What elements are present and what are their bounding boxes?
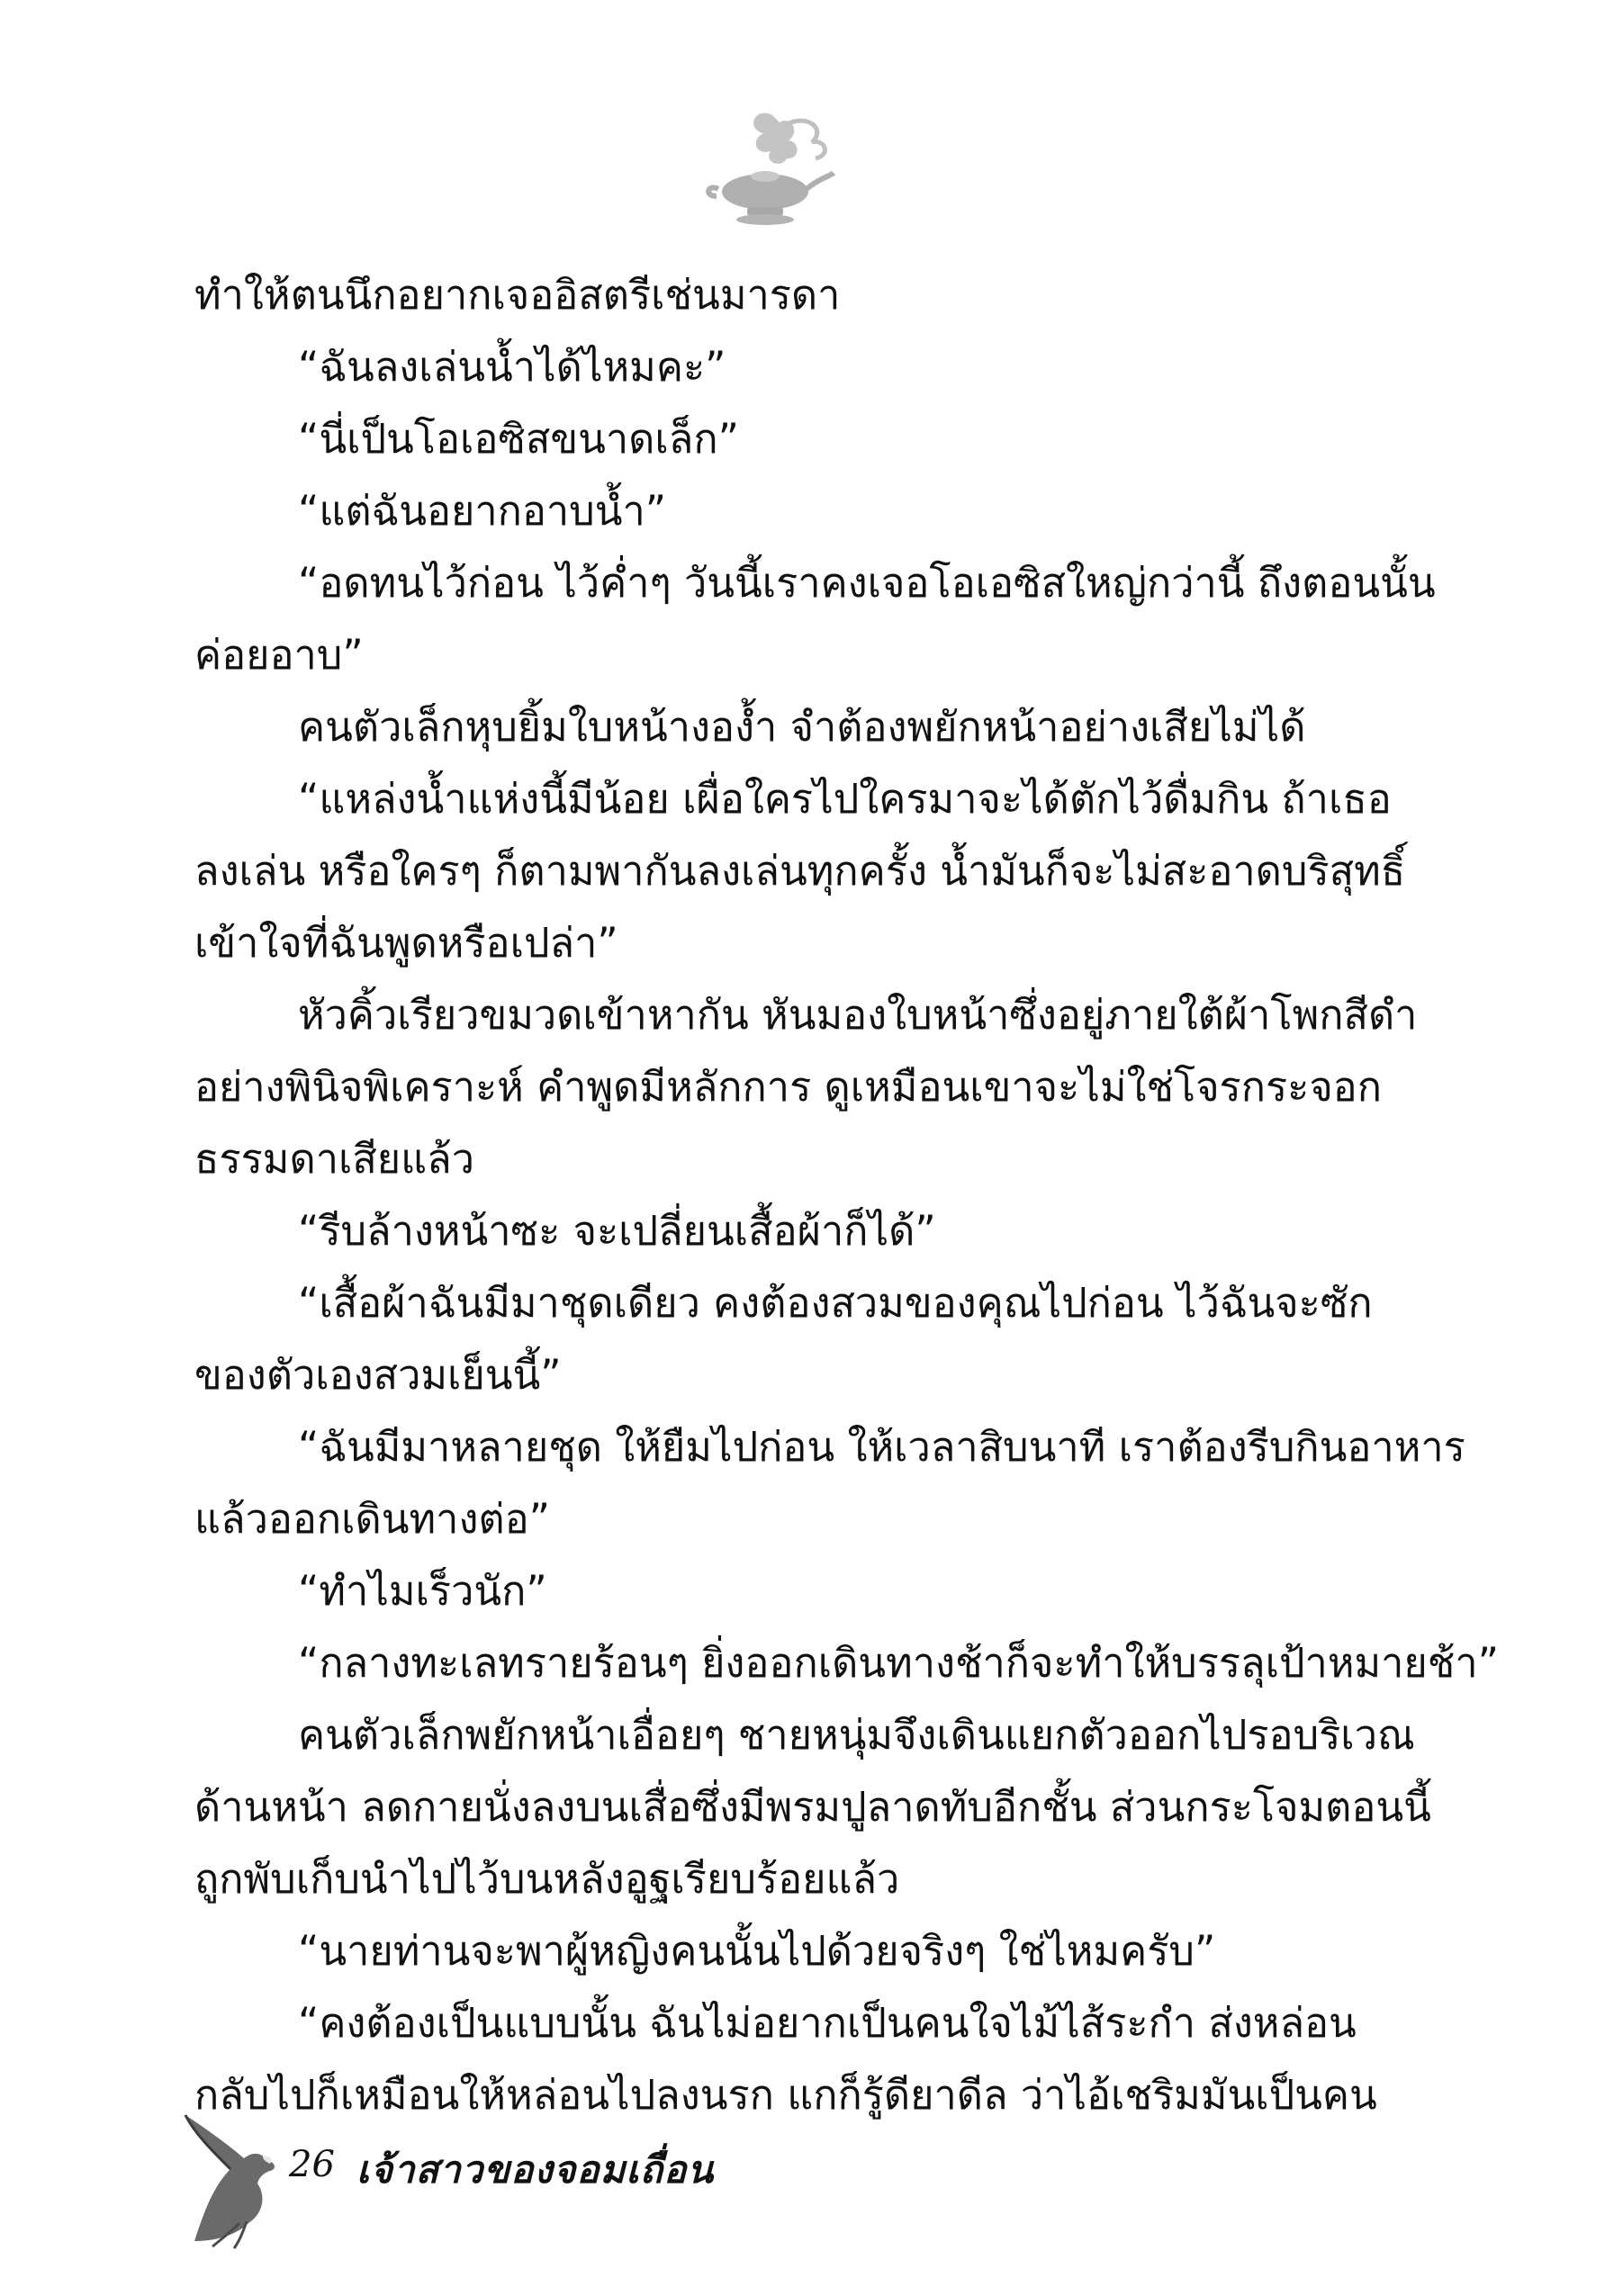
text-line: ทำให้ตนนึกอยากเจออิสตรีเช่นมารดา [194, 271, 841, 319]
text-line: “คงต้องเป็นแบบนั้น ฉันไม่อยากเป็นคนใจไม้ไส้ระกำ ส่งหล่อน [298, 1999, 1357, 2047]
book-title: เจ้าสาวของจอมเถื่อน [356, 2147, 715, 2192]
text-line: “อดทนไว้ก่อน ไว้ค่ำๆ วันนี้เราคงเจอโอเอซิสใหญ่กว่านี้ ถึงตอนนั้น [298, 559, 1436, 607]
page-footer [176, 2106, 897, 2259]
text-line: “ฉันมีมาหลายชุด ให้ยืมไปก่อน ให้เวลาสิบนาที เราต้องรีบกินอาหาร [298, 1423, 1465, 1471]
text-line: ธรรมดาเสียแล้ว [194, 1135, 475, 1183]
text-line: คนตัวเล็กพยักหน้าเอื่อยๆ ชายหนุ่มจึงเดินแยกตัวออกไปรอบริเวณ [298, 1711, 1415, 1759]
text-line: ถูกพับเก็บนำไปไว้บนหลังอูฐเรียบร้อยแล้ว [194, 1855, 900, 1903]
text-line: กลับไปก็เหมือนให้หล่อนไปลงนรก แกก็รู้ดียาดีล ว่าไอ้เชริมมันเป็นคน [194, 2071, 1377, 2119]
text-line: “ทำไมเร็วนัก” [298, 1567, 547, 1615]
text-line: “เสื้อผ้าฉันมีมาชุดเดียว คงต้องสวมของคุณไปก่อน ไว้ฉันจะซัก [298, 1279, 1373, 1327]
text-line: หัวคิ้วเรียวขมวดเข้าหากัน หันมองใบหน้าซึ่งอยู่ภายใต้ผ้าโพกสีดำ [298, 991, 1418, 1039]
text-line: “ฉันลงเล่นน้ำได้ไหมคะ” [298, 343, 726, 391]
text-line: เข้าใจที่ฉันพูดหรือเปล่า” [194, 919, 618, 967]
page-number: 26 [289, 2144, 335, 2185]
text-line: “แหล่งน้ำแห่งนี้มีน้อย เผื่อใครไปใครมาจะได้ตักไว้ดื่มกิน ถ้าเธอ [298, 775, 1392, 823]
text-line: ของตัวเองสวมเย็นนี้” [194, 1351, 562, 1399]
text-line: ลงเล่น หรือใครๆ ก็ตามพากันลงเล่นทุกครั้ง น้ำมันก็จะไม่สะอาดบริสุทธิ์ [194, 847, 1406, 895]
text-line: ด้านหน้า ลดกายนั่งลงบนเสื่อซึ่งมีพรมปูลาดทับอีกชั้น ส่วนกระโจมตอนนี้ [194, 1783, 1431, 1831]
genie-lamp-icon [700, 106, 835, 232]
text-line: คนตัวเล็กหุบยิ้มใบหน้างอง้ำ จำต้องพยักหน้าอย่างเสียไม่ได้ [298, 703, 1306, 751]
text-line: อย่างพินิจพิเคราะห์ คำพูดมีหลักการ ดูเหมือนเขาจะไม่ใช่โจรกระจอก [194, 1063, 1382, 1111]
text-line: “แต่ฉันอยากอาบน้ำ” [298, 487, 667, 535]
text-line: “กลางทะเลทรายร้อนๆ ยิ่งออกเดินทางช้าก็จะทำให้บรรลุเป้าหมายช้า” [298, 1639, 1499, 1687]
text-line: ค่อยอาบ” [194, 631, 364, 679]
text-line: “นายท่านจะพาผู้หญิงคนนั้นไปด้วยจริงๆ ใช่ไหมครับ” [298, 1927, 1216, 1975]
text-line: “นี่เป็นโอเอซิสขนาดเล็ก” [298, 415, 739, 463]
text-line: แล้วออกเดินทางต่อ” [194, 1495, 550, 1543]
text-line: “รีบล้างหน้าซะ จะเปลี่ยนเสื้อผ้าก็ได้” [298, 1207, 936, 1255]
body-text [194, 259, 1499, 2131]
